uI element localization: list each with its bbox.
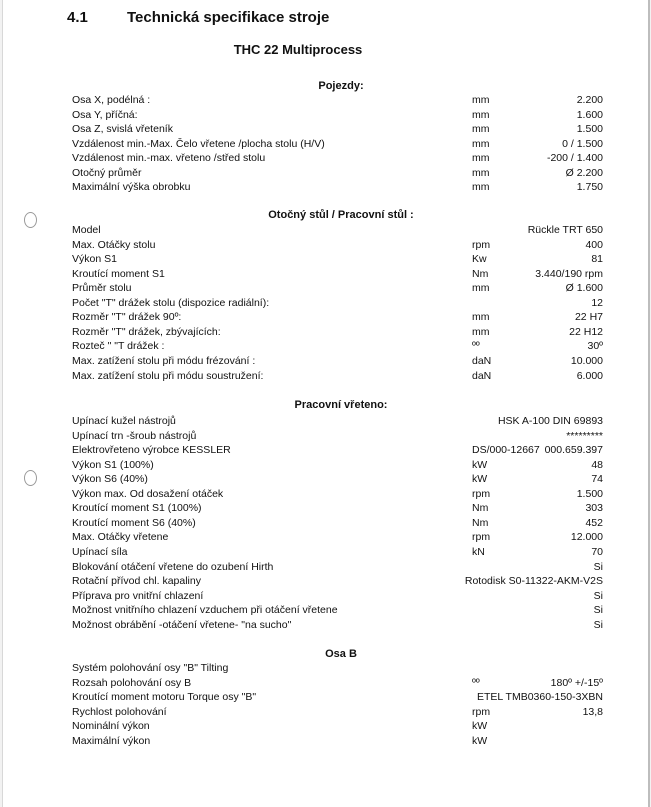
spec-row: [3, 93, 648, 108]
spec-label: Maximální výkon: [72, 734, 151, 747]
spec-row: [3, 108, 648, 123]
spec-label: Osa X, podélná :: [72, 94, 151, 106]
spec-label: Elektrovřeteno výrobce KESSLER: [72, 444, 231, 457]
spec-unit: mm: [472, 137, 490, 150]
spec-unit: mm: [472, 108, 490, 121]
spec-label: Blokování otáčení vřetene do ozubení Hirth: [72, 560, 274, 573]
spec-row: [3, 429, 648, 444]
spec-row: [3, 339, 648, 354]
spec-label: Výkon S1 (100%): [72, 458, 154, 471]
spec-value: Rotodisk S0-11322-AKM-V2S: [464, 575, 603, 587]
spec-row: [3, 369, 648, 384]
spec-row: [3, 296, 648, 311]
spec-row: [3, 166, 648, 181]
spec-row: [3, 151, 648, 166]
spec-value: HSK A-100 DIN 69893: [497, 415, 603, 427]
spec-unit: rpm: [472, 487, 491, 500]
spec-unit: mm: [472, 311, 490, 324]
spec-value: 1.750: [576, 181, 603, 194]
spec-value: 000.659.397: [544, 444, 603, 457]
spec-value: Si: [593, 560, 603, 573]
spec-unit: ºº: [472, 676, 480, 689]
spec-label: Maximální výška obrobku: [72, 181, 191, 194]
spec-value: 2.200: [576, 94, 603, 106]
spec-row: [3, 618, 648, 633]
spec-label: Otočný průměr: [72, 166, 142, 179]
spec-row: [3, 267, 648, 282]
spec-unit: kW: [472, 473, 488, 486]
spec-value: 13,8: [582, 705, 603, 718]
section-title: Pracovní vřeteno:: [294, 399, 388, 411]
chapter-title: Technická specifikace stroje: [127, 9, 330, 26]
section-title: Osa B: [325, 648, 357, 660]
spec-row: [3, 516, 648, 531]
spec-unit: rpm: [472, 705, 491, 718]
spec-value: 12: [591, 296, 603, 309]
chapter-heading: [67, 9, 329, 26]
spec-value: 70: [591, 546, 603, 558]
spec-unit: DS/000-12667: [472, 444, 540, 457]
spec-label: Výkon S6 (40%): [72, 473, 148, 486]
spec-unit: mm: [472, 123, 490, 136]
spec-label: Rychlost polohování: [72, 705, 167, 718]
spec-value: 10.000: [570, 355, 603, 367]
spec-unit: kW: [472, 720, 488, 733]
spec-row: [3, 354, 648, 369]
spec-label: Osa Y, příčná:: [72, 108, 138, 121]
spec-label: Max. Otáčky stolu: [72, 238, 156, 251]
spec-row: [3, 414, 648, 429]
spec-label: Kroutící moment motoru Torque osy "B": [72, 691, 257, 704]
spec-value: *********: [566, 429, 603, 442]
spec-unit: kN: [472, 546, 485, 558]
spec-label: Průměr stolu: [72, 282, 132, 295]
spec-row: [3, 734, 648, 749]
spec-value: 1.500: [576, 487, 603, 500]
spec-unit: rpm: [472, 531, 491, 544]
spec-unit: rpm: [472, 238, 491, 251]
spec-label: Max. zatížení stolu při módu soustružení:: [72, 369, 264, 382]
spec-value: 400: [585, 238, 603, 251]
spec-label: Upínací trn -šroub nástrojů: [72, 429, 197, 442]
spec-row: [3, 325, 648, 340]
spec-row: [3, 530, 648, 545]
spec-unit: Nm: [472, 502, 489, 515]
spec-value: -200 / 1.400: [546, 152, 603, 165]
spec-row: [3, 252, 648, 267]
spec-label: Osa Z, svislá vřeteník: [72, 123, 173, 136]
spec-unit: Kw: [472, 253, 487, 266]
spec-value: 180º +/-15º: [550, 676, 603, 689]
spec-value: ETEL TMB0360-150-3XBN: [476, 691, 603, 704]
spec-label: Rozsah polohování osy B: [72, 676, 192, 689]
spec-unit: kW: [472, 734, 488, 747]
spec-row: [3, 560, 648, 575]
spec-unit: mm: [472, 152, 490, 165]
spec-unit: mm: [472, 94, 490, 106]
spec-row: [3, 458, 648, 473]
spec-label: Počet "T" drážek stolu (dispozice radiální):: [72, 296, 270, 309]
section-title: Pojezdy:: [318, 80, 364, 92]
spec-label: Max. Otáčky vřetene: [72, 531, 169, 544]
document-page: [2, 0, 650, 807]
spec-value: 22 H12: [569, 325, 603, 338]
spec-label: Rozměr "T" drážek 90º:: [72, 311, 182, 324]
spec-row: [3, 472, 648, 487]
spec-value: 30º: [587, 340, 603, 353]
spec-value: 303: [585, 502, 603, 515]
spec-value: 48: [591, 458, 603, 471]
spec-unit: ºº: [472, 340, 480, 353]
spec-label: Model: [72, 224, 101, 236]
spec-value: 12.000: [570, 531, 603, 544]
spec-row: [3, 603, 648, 618]
spec-value: 22 H7: [574, 311, 603, 324]
spec-row: [3, 545, 648, 560]
spec-row: [3, 690, 648, 705]
spec-label: Vzdálenost min.-Max. Čelo vřetene /plocha stolu (H/V): [72, 137, 325, 150]
spec-unit: Nm: [472, 516, 489, 529]
spec-row: [3, 443, 648, 458]
machine-model-title: THC 22 Multiprocess: [233, 42, 363, 57]
spec-label: Kroutící moment S6 (40%): [72, 516, 196, 529]
spec-row: [3, 719, 648, 734]
spec-unit: daN: [472, 369, 492, 382]
spec-value: 0 / 1.500: [562, 137, 603, 150]
spec-label: Kroutící moment S1: [72, 267, 165, 280]
spec-row: [3, 501, 648, 516]
spec-value: Si: [593, 604, 603, 617]
spec-value: 81: [591, 253, 603, 266]
spec-row: [3, 661, 648, 676]
spec-value: 3.440/190 rpm: [535, 267, 603, 280]
spec-label: Rozteč " "T drážek :: [72, 340, 165, 353]
chapter-number: 4.1: [67, 9, 88, 26]
spec-value: 1.600: [576, 108, 603, 121]
spec-row: [3, 487, 648, 502]
spec-label: Max. zatížení stolu při módu frézování :: [72, 355, 256, 367]
spec-unit: mm: [472, 166, 490, 179]
spec-value: Si: [593, 618, 603, 631]
spec-value: Ø 2.200: [565, 166, 603, 179]
spec-row: [3, 122, 648, 137]
spec-label: Vzdálenost min.-max. vřeteno /střed stolu: [72, 152, 266, 165]
spec-unit: Nm: [472, 267, 489, 280]
spec-unit: mm: [472, 282, 490, 295]
spec-row: [3, 238, 648, 253]
spec-value: 452: [585, 516, 603, 529]
spec-row: [3, 676, 648, 691]
spec-value: Rückle TRT 650: [527, 224, 603, 236]
spec-unit: mm: [472, 325, 490, 338]
spec-row: [3, 137, 648, 152]
spec-label: Nominální výkon: [72, 720, 150, 733]
spec-row: [3, 574, 648, 589]
section-title: Otočný stůl / Pracovní stůl :: [268, 209, 414, 221]
spec-row: [3, 281, 648, 296]
spec-value: Si: [593, 589, 603, 602]
spec-label: Výkon S1: [72, 253, 117, 266]
spec-unit: daN: [472, 355, 492, 367]
spec-label: Rozměr "T" drážek, zbývajících:: [72, 325, 221, 338]
spec-value: 1.500: [576, 123, 603, 136]
spec-label: Výkon max. Od dosažení otáček: [72, 487, 224, 500]
spec-value: Ø 1.600: [565, 282, 603, 295]
spec-label: Rotační přívod chl. kapaliny: [72, 575, 201, 587]
spec-row: [3, 589, 648, 604]
spec-row: [3, 310, 648, 325]
spec-label: Systém polohování osy "B" Tilting: [72, 662, 229, 674]
spec-value: 74: [591, 473, 603, 486]
spec-label: Možnost obrábění -otáčení vřetene- "na sucho": [72, 618, 292, 631]
spec-label: Upínací kužel nástrojů: [72, 415, 176, 427]
spec-label: Upínací síla: [72, 546, 128, 558]
spec-unit: mm: [472, 181, 490, 194]
spec-label: Kroutící moment S1 (100%): [72, 502, 202, 515]
spec-row: [3, 705, 648, 720]
spec-unit: kW: [472, 458, 488, 471]
spec-row: [3, 223, 648, 238]
spec-label: Příprava pro vnitřní chlazení: [72, 589, 204, 602]
spec-label: Možnost vnitřního chlazení vzduchem při otáčení vřetene: [72, 604, 338, 617]
spec-value: 6.000: [576, 369, 603, 382]
spec-row: [3, 180, 648, 195]
